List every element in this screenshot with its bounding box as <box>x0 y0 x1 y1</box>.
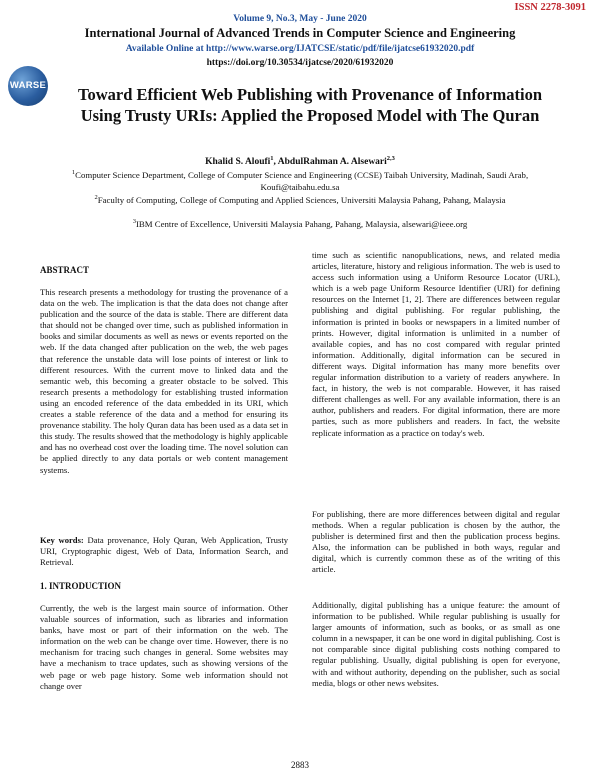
journal-title: International Journal of Advanced Trends in Computer Science and Engineering <box>84 26 516 40</box>
issn-label: ISSN 2278-3091 <box>514 2 586 13</box>
right-paragraph-2: For publishing, there are more differences between digital and regular methods. When a regular publication is chosen by the author, the publisher is determined first and then the publication process begins. Also, the information can be published in both ways, regular and digital, which is currently common these as of the writing of this article. <box>312 509 560 575</box>
keywords <box>40 535 288 568</box>
warse-logo: WARSE <box>8 66 48 106</box>
affiliation-3 <box>50 219 550 231</box>
right-paragraph-3: Additionally, digital publishing has a unique feature: the amount of information to be published. While regular publishing is usually for larger amounts of information, such as books, or as small as one column in a newspaper, it can be one word in digital publishing. Cost is not comparable since digital publishing costs nothing compared to regular publishing. Usually, digital publishing is open for everyone, with and without authority, depending on the publisher, such as social media, blogs or other news websites. <box>312 600 560 688</box>
aff3-text: IBM Centre of Excellence, Universiti Malaysia Pahang, Pahang, Malaysia, alsewari@ieee.org <box>135 219 468 229</box>
aff2-text: Faculty of Computing, College of Computing and Applied Sciences, Universiti Malaysia Pahang, Pahang, Malaysia <box>97 195 506 205</box>
aff1-text: Computer Science Department, College of Computer Science and Engineering (CCSE) Taibah University, Madinah, Saudi Arab, Koufi@taibahu.edu.sa <box>75 170 529 192</box>
author-1-sup: 1 <box>270 154 274 162</box>
abstract-heading: ABSTRACT <box>40 265 90 275</box>
affiliation-1 <box>50 170 550 193</box>
keywords-text: Data provenance, Holy Quran, Web Application, Trusty URI, Cryptographic digest, Web of Data, Information Search, and Retrieval. <box>40 535 288 568</box>
author-line <box>0 154 600 167</box>
intro-heading: 1. INTRODUCTION <box>40 581 122 591</box>
abstract-text: This research presents a methodology for trusting the provenance of a data on the web. The implication is that the data does not change after publication and the source of the data is stable. There are different data that should not be changed over time, such as published information in books and similar documents as well as news or events reported on the web. If the data changed after publication on the web, the web pages that reference the unstable data will lose points of interest or link to different resources. With the current move to linked data and the semantic web, this becoming a greater obstacle to be solved. This research presents a methodology for establishing trusted information using an encoded reference of the data embedded in its URI, which creates a stable reference of the data and a method for ensuring its provenance stability. The holy Quran data has been used as a data set in this study. The results showed that the methodology is highly applicable and has no overhead cost over the loading time. The novel solution can be applied directly to any data portals or web content management systems. <box>40 287 288 475</box>
author-2: , AbdulRahman A. Alsewari <box>273 157 387 167</box>
aff3-sup: 3 <box>132 218 136 226</box>
page-number: 2883 <box>291 760 309 770</box>
affiliation-2 <box>50 195 550 207</box>
paper-title: Toward Efficient Web Publishing with Provenance of Information Using Trusty URIs: Applied the Proposed Model with The Quran <box>77 85 543 125</box>
aff2-sup: 2 <box>94 194 98 202</box>
online-link[interactable]: Available Online at http://www.warse.org/IJATCSE/static/pdf/file/ijatcse61932020.pdf <box>125 44 475 54</box>
volume-line: Volume 9, No.3, May - June 2020 <box>233 14 367 24</box>
author-2-sup: 2,3 <box>386 154 395 162</box>
keywords-label: Key words: <box>40 535 84 545</box>
doi-link[interactable]: https://doi.org/10.30534/ijatcse/2020/61932020 <box>206 58 394 68</box>
aff1-sup: 1 <box>71 169 76 177</box>
author-1: Khalid S. Aloufi <box>205 157 271 167</box>
right-paragraph-1: time such as scientific nanopublications, news, and related media articles, literature, history and religious information. The web is used to access such information using a Uniform Resource Locator (URL), which is a web page Uniform Resource Identifier (URI) for defining resources on the Internet [1, 2]. There are differences between regular publishing and digital publishing. For regular publishing, the information is printed in books or newspapers in a limited number of prints. However, digital information is unlimited in a number of available copies, and has no cost compared with regular printed information. Additionally, digital information can be secured in different ways. Digital information has many more benefits over regular information distribution to a variety of readers anywhere. In fact, in history, the web is not comparable. However, it has raised different challenges as well. For any available information, there is an author, publishers and readers. For digital information, there are more parties, such as more publishers and readers. In fact, the website replicate information as a practice on today's web. <box>312 250 560 438</box>
intro-text: Currently, the web is the largest main source of information. Other valuable sources of information, such as libraries and information banks, have most or part of their information on the web. The information on the web can be change over time. However, there is no mechanism for tracing such changes in general. Some websites may have a mechanism to trace updates, such as showing versions of the web page or web page history. Some web information should not change over <box>40 603 288 691</box>
